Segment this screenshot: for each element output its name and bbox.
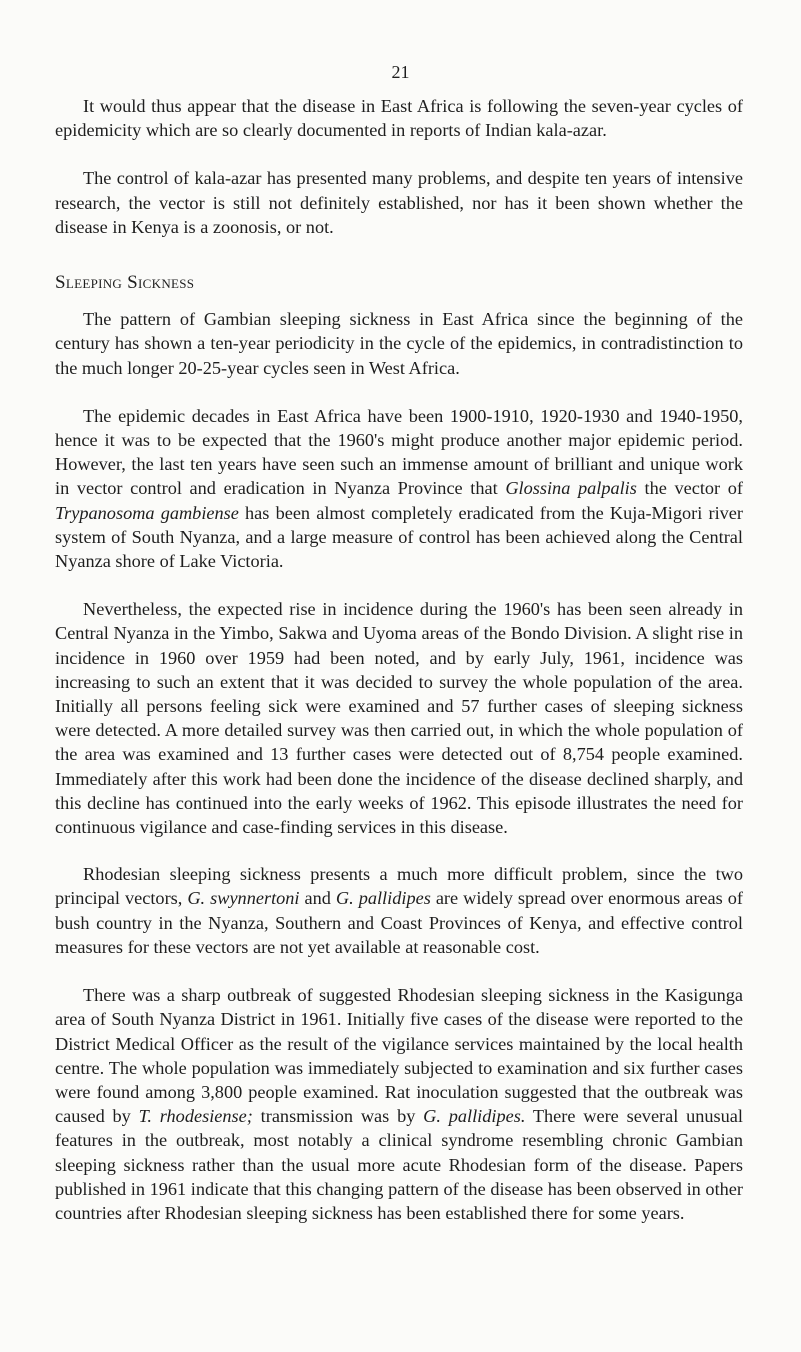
text-run: the vector of	[636, 478, 743, 499]
italic-species-name: Trypanosoma gambiense	[55, 502, 239, 523]
italic-species-name: G. swynnertoni	[187, 888, 300, 909]
text-run: are widely spread over enormous areas of bush country in the Nyanza, Southern and Coast Provinces of Kenya, and effective control measures for these vectors are not yet available at reasonable cost.	[55, 888, 743, 957]
text-run: There were several unusual features in the outbreak, most notably a clinical syndrome resembling chronic Gambian sleeping sickness rather than the usual more acute Rhodesian form of the disease. Papers published in 1961 indicate that this changing pattern of the disease has been observed in other countries after Rhodesian sleeping sickness has been established there for some years.	[55, 1106, 743, 1223]
italic-species-name: T. rhodesiense;	[138, 1106, 253, 1127]
text-run: has been almost completely eradicated from the Kuja-Migori river system of South Nyanza, and a large measure of control has been achieved along the Central Nyanza shore of Lake Victoria.	[55, 502, 743, 572]
paragraph-rhodesian-vectors	[55, 862, 743, 959]
section-heading-sleeping-sickness: Sleeping Sickness	[55, 272, 195, 294]
paragraph-epidemic-decades	[55, 404, 743, 573]
paragraph-kasigunga-outbreak	[55, 983, 743, 1225]
paragraph-central-nyanza-survey: Nevertheless, the expected rise in incidence during the 1960's has been seen already in Central Nyanza in the Yimbo, Sakwa and Uyoma areas of the Bondo Division. A slight rise in incidence in 1960 over 1959 had been noted, and by early July, 1961, incidence was increasing to such an extent that it was decided to survey the whole population of the area. Initially all persons feeling sick were examined and 57 further cases of sleeping sickness were detected. A more detailed survey was then carried out, in which the whole population of the area was examined and 13 further cases were detected out of 8,754 people examined. Immediately after this work had been done the incidence of the disease declined sharply, and this decline has continued into the early weeks of 1962. This episode illustrates the need for continuous vigilance and case-finding services in this disease.	[55, 599, 743, 838]
page-number: 21	[391, 62, 410, 82]
text-run: and	[299, 888, 336, 909]
paragraph-kala-azar-cycles: It would thus appear that the disease in East Africa is following the seven-year cycles of epidemicity which are so clearly documented in reports of Indian kala-azar.	[55, 96, 743, 141]
text-run: Rhodesian sleeping sickness presents a much more difficult problem, since the two principal vectors,	[55, 864, 743, 909]
page-body	[55, 94, 743, 1249]
italic-species-name: G. pallidipes.	[423, 1106, 526, 1127]
paragraph-kala-azar-control: The control of kala-azar has presented many problems, and despite ten years of intensive research, the vector is still not definitely established, nor has it been shown whether the disease in Kenya is a zoonosis, or not.	[55, 168, 743, 237]
italic-species-name: Glossina palpalis	[505, 478, 637, 499]
italic-species-name: G. pallidipes	[335, 888, 431, 909]
text-run: There was a sharp outbreak of suggested Rhodesian sleeping sickness in the Kasigunga area of South Nyanza District in 1961. Initially five cases of the disease were reported to the District Medical Officer as the result of the vigilance services maintained by the local health centre. The whole population was immediately subjected to examination and six further cases were found among 3,800 people examined. Rat inoculation suggested that the outbreak was caused by	[55, 985, 743, 1127]
text-run: transmission was by	[252, 1106, 424, 1127]
text-run: The epidemic decades in East Africa have been 1900-1910, 1920-1930 and 1940-1950, hence it was to be expected that the 1960's might produce another major epidemic period. However, the last ten years have seen such an immense amount of brilliant and unique work in vector control and eradication in Nyanza Province that	[55, 405, 743, 499]
paragraph-gambian-periodicity: The pattern of Gambian sleeping sickness in East Africa since the beginning of the century has shown a ten-year periodicity in the cycle of the epidemics, in contradistinction to the much longer 20-25-year cycles seen in West Africa.	[55, 309, 743, 378]
